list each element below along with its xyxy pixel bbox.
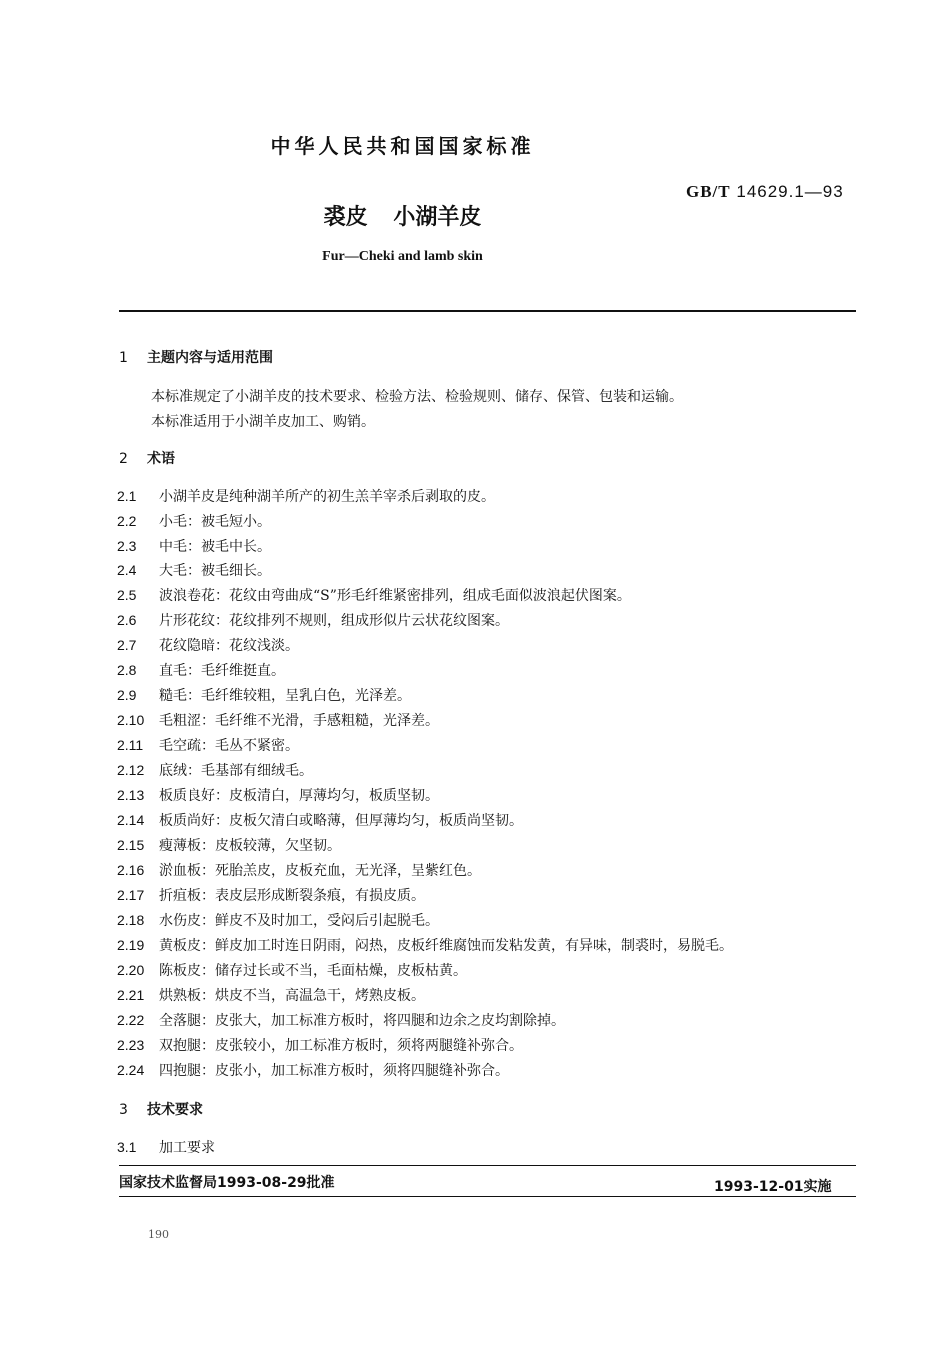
term-text: 小湖羊皮是纯种湖羊所产的初生羔羊宰杀后剥取的皮。 xyxy=(159,489,495,505)
term-item xyxy=(117,486,495,506)
term-number: 2.11 xyxy=(117,737,144,753)
term-item xyxy=(117,1060,509,1080)
term-text: 糙毛：毛纤维较粗，呈乳白色，光泽差。 xyxy=(159,688,411,704)
standard-prefix: GB/T xyxy=(686,182,731,201)
term-item xyxy=(117,610,509,630)
term-number: 2.7 xyxy=(117,637,137,653)
term-number: 2.16 xyxy=(117,862,145,878)
subsection-number: 3.1 xyxy=(117,1139,137,1155)
term-text: 直毛：毛纤维挺直。 xyxy=(159,663,285,679)
term-text: 毛粗涩：毛纤维不光滑，手感粗糙，光泽差。 xyxy=(159,713,439,729)
term-item xyxy=(117,960,467,980)
section-3-heading xyxy=(119,1099,203,1119)
page-number: 190 xyxy=(148,1228,169,1241)
term-number: 2.24 xyxy=(117,1062,145,1078)
term-text: 黄板皮：鲜皮加工时连日阴雨，闷热，皮板纤维腐蚀而发粘发黄，有异味，制裘时，易脱毛。 xyxy=(159,938,733,954)
term-text: 四抱腿：皮张小，加工标准方板时，须将四腿缝补弥合。 xyxy=(159,1063,509,1079)
term-item xyxy=(117,810,523,830)
term-text: 中毛：被毛中长。 xyxy=(159,539,271,555)
term-number: 2.3 xyxy=(117,538,137,554)
term-number: 2.12 xyxy=(117,762,145,778)
section-1-title: 主题内容与适用范围 xyxy=(147,350,273,366)
subsection-title: 加工要求 xyxy=(159,1140,215,1156)
term-text: 瘦薄板：皮板较薄，欠坚韧。 xyxy=(159,838,341,854)
term-item xyxy=(117,660,285,680)
term-item xyxy=(117,585,631,605)
subsection-3-1 xyxy=(117,1137,215,1157)
term-item xyxy=(117,835,341,855)
term-number: 2.19 xyxy=(117,937,145,953)
approval-date: 国家技术监督局1993-08-29批准 xyxy=(119,1175,335,1191)
term-item xyxy=(117,860,481,880)
footer-divider xyxy=(119,1165,856,1166)
term-text: 陈板皮：储存过长或不当，毛面枯燥，皮板枯黄。 xyxy=(159,963,467,979)
term-item xyxy=(117,710,439,730)
term-item xyxy=(117,536,271,556)
term-number: 2.1 xyxy=(117,488,137,504)
term-text: 全落腿：皮张大，加工标准方板时，将四腿和边余之皮均割除掉。 xyxy=(159,1013,565,1029)
document-subtitle: Fur—Cheki and lamb skin xyxy=(322,249,483,264)
term-number: 2.18 xyxy=(117,912,145,928)
term-item xyxy=(117,935,733,955)
term-item xyxy=(117,760,313,780)
footer-bottom-divider xyxy=(119,1196,856,1197)
term-item xyxy=(117,635,299,655)
term-item xyxy=(117,560,271,580)
term-text: 水伤皮：鲜皮不及时加工，受闷后引起脱毛。 xyxy=(159,913,439,929)
term-number: 2.20 xyxy=(117,962,145,978)
term-item xyxy=(117,985,425,1005)
term-text: 大毛：被毛细长。 xyxy=(159,563,271,579)
document-title: 裘皮 小湖羊皮 xyxy=(323,205,482,230)
term-item xyxy=(117,910,439,930)
term-number: 2.14 xyxy=(117,812,145,828)
term-text: 毛空疏：毛丛不紧密。 xyxy=(159,738,299,754)
section-3-number: 3 xyxy=(119,1102,128,1118)
term-number: 2.2 xyxy=(117,513,137,529)
term-text: 烘熟板：烘皮不当，高温急干，烤熟皮板。 xyxy=(159,988,425,1004)
term-item xyxy=(117,685,411,705)
term-number: 2.23 xyxy=(117,1037,145,1053)
term-item xyxy=(117,1010,565,1030)
term-text: 底绒：毛基部有细绒毛。 xyxy=(159,763,313,779)
term-item xyxy=(117,511,271,531)
section-1-number: 1 xyxy=(119,350,128,366)
standard-org-title: 中华人民共和国国家标准 xyxy=(270,134,535,158)
term-text: 花纹隐暗：花纹浅淡。 xyxy=(159,638,299,654)
term-text: 波浪卷花：花纹由弯曲成“S”形毛纤维紧密排列，组成毛面似波浪起伏图案。 xyxy=(159,588,631,604)
implementation-date: 1993-12-01实施 xyxy=(714,1179,832,1195)
standard-code xyxy=(686,182,844,202)
term-number: 2.4 xyxy=(117,562,137,578)
term-item xyxy=(117,735,299,755)
term-text: 小毛：被毛短小。 xyxy=(159,514,271,530)
section-2-title: 术语 xyxy=(147,451,175,467)
term-text: 片形花纹：花纹排列不规则，组成形似片云状花纹图案。 xyxy=(159,613,509,629)
term-number: 2.17 xyxy=(117,887,145,903)
term-text: 双抱腿：皮张较小，加工标准方板时，须将两腿缝补弥合。 xyxy=(159,1038,523,1054)
term-number: 2.15 xyxy=(117,837,145,853)
section-1-paragraph-2: 本标准适用于小湖羊皮加工、购销。 xyxy=(151,414,375,430)
term-number: 2.10 xyxy=(117,712,145,728)
term-number: 2.8 xyxy=(117,662,137,678)
term-text: 板质良好：皮板清白，厚薄均匀，板质坚韧。 xyxy=(159,788,439,804)
header-divider xyxy=(119,310,856,312)
term-text: 板质尚好：皮板欠清白或略薄，但厚薄均匀，板质尚坚韧。 xyxy=(159,813,523,829)
term-number: 2.13 xyxy=(117,787,145,803)
section-3-title: 技术要求 xyxy=(147,1102,203,1118)
section-2-heading xyxy=(119,448,175,468)
term-number: 2.5 xyxy=(117,587,137,603)
term-number: 2.22 xyxy=(117,1012,145,1028)
standard-number: 14629.1—93 xyxy=(736,182,844,201)
section-2-number: 2 xyxy=(119,451,128,467)
term-item xyxy=(117,1035,523,1055)
section-1-paragraph-1: 本标准规定了小湖羊皮的技术要求、检验方法、检验规则、储存、保管、包装和运输。 xyxy=(151,389,683,405)
term-item xyxy=(117,785,439,805)
term-number: 2.21 xyxy=(117,987,145,1003)
term-number: 2.9 xyxy=(117,687,137,703)
term-text: 折疽板：表皮层形成断裂条痕，有损皮质。 xyxy=(159,888,425,904)
term-text: 淤血板：死胎羔皮，皮板充血，无光泽，呈紫红色。 xyxy=(159,863,481,879)
term-number: 2.6 xyxy=(117,612,137,628)
section-1-heading xyxy=(119,347,273,367)
term-item xyxy=(117,885,425,905)
